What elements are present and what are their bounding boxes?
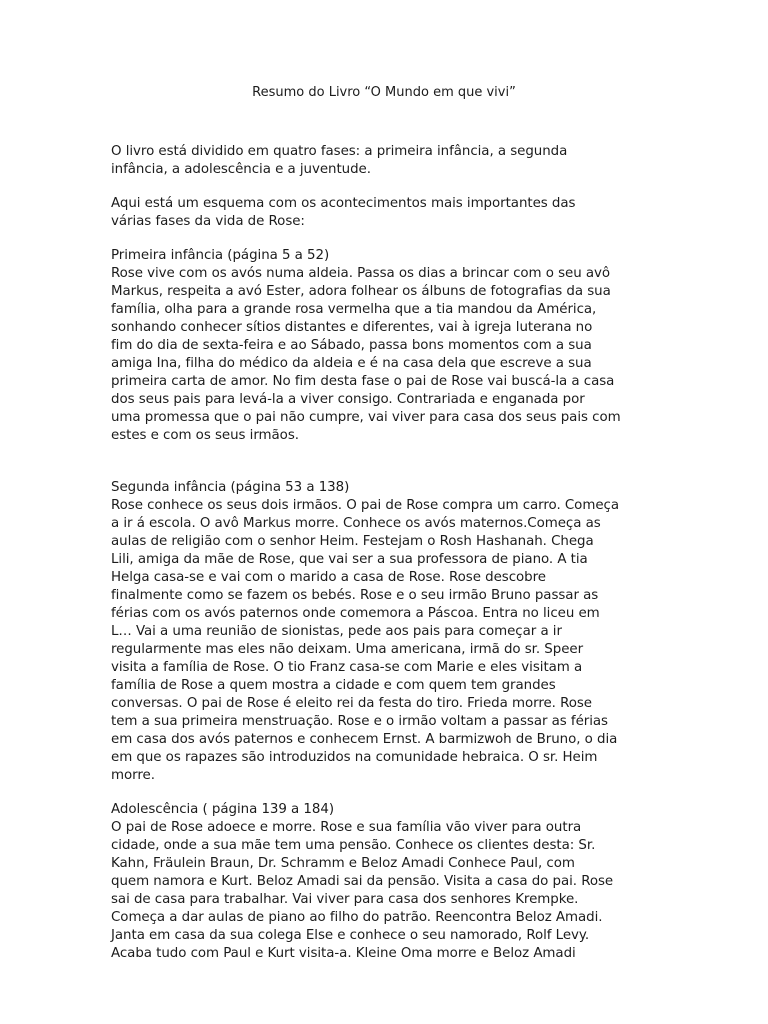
section-line: O pai de Rose adoece e morre. Rose e sua família vão viver para outra (111, 820, 582, 835)
section-line: família de Rose a quem mostra a cidade e com quem tem grandes (111, 678, 556, 693)
section-line: Janta em casa da sua colega Else e conhece o seu namorado, Rolf Levy. (111, 928, 590, 943)
section-line: cidade, onde a sua mãe tem uma pensão. Conhece os clientes desta: Sr. (111, 838, 596, 853)
section-line: tem a sua primeira menstruação. Rose e o irmão voltam a passar as férias (111, 714, 608, 729)
section-line: finalmente como se fazem os bebés. Rose e o seu irmão Bruno passar as (111, 588, 599, 603)
section-line: Rose vive com os avós numa aldeia. Passa os dias a brincar com o seu avô (111, 266, 611, 281)
section-primeira-infancia (111, 247, 671, 445)
section-line: Kahn, Fräulein Braun, Dr. Schramm e Beloz Amadi Conhece Paul, com (111, 856, 575, 871)
section-line: Rose conhece os seus dois irmãos. O pai de Rose compra um carro. Começa (111, 498, 619, 513)
section-line: amiga Ina, filha do médico da aldeia e é na casa dela que escreve a sua (111, 356, 592, 371)
section-line: Acaba tudo com Paul e Kurt visita-a. Kleine Oma morre e Beloz Amadi (111, 946, 576, 961)
section-line: sonhando conhecer sítios distantes e diferentes, vai à igreja luterana no (111, 320, 593, 335)
scheme-line: Aqui está um esquema com os acontecimentos mais importantes das (111, 196, 576, 211)
section-line: morre. (111, 768, 155, 783)
section-line: quem namora e Kurt. Beloz Amadi sai da pensão. Visita a casa do pai. Rose (111, 874, 614, 889)
section-line: férias com os avós paternos onde comemora a Páscoa. Entra no liceu em (111, 606, 600, 621)
section-adolescencia (111, 801, 671, 963)
section-line: dos seus pais para levá-la a viver consigo. Contrariada e enganada por (111, 392, 585, 407)
scheme-paragraph (111, 195, 671, 231)
section-line: Lili, amiga da mãe de Rose, que vai ser a sua professora de piano. A tia (111, 552, 588, 567)
document-page (111, 84, 671, 963)
intro-paragraph (111, 143, 671, 179)
intro-line: infância, a adolescência e a juventude. (111, 162, 371, 177)
section-segunda-infancia (111, 479, 671, 785)
section-line: visita a família de Rose. O tio Franz casa-se com Marie e eles visitam a (111, 660, 583, 675)
section-line: primeira carta de amor. No fim desta fase o pai de Rose vai buscá-la a casa (111, 374, 615, 389)
section-heading: Primeira infância (página 5 a 52) (111, 248, 330, 263)
section-line: Markus, respeita a avó Ester, adora folhear os álbuns de fotografias da sua (111, 284, 611, 299)
section-line: em que os rapazes são introduzidos na comunidade hebraica. O sr. Heim (111, 750, 598, 765)
section-line: uma promessa que o pai não cumpre, vai viver para casa dos seus pais com (111, 410, 621, 425)
section-heading: Adolescência ( página 139 a 184) (111, 802, 335, 817)
section-line: regularmente mas eles não deixam. Uma americana, irmã do sr. Speer (111, 642, 584, 657)
section-line: estes e com os seus irmãos. (111, 428, 299, 443)
section-heading: Segunda infância (página 53 a 138) (111, 480, 350, 495)
intro-line: O livro está dividido em quatro fases: a primeira infância, a segunda (111, 144, 568, 159)
section-line: Helga casa-se e vai com o marido a casa de Rose. Rose descobre (111, 570, 546, 585)
section-line: Começa a dar aulas de piano ao filho do patrão. Reencontra Beloz Amadi. (111, 910, 603, 925)
section-line: aulas de religião com o senhor Heim. Festejam o Rosh Hashanah. Chega (111, 534, 594, 549)
section-line: em casa dos avós paternos e conhecem Ernst. A barmizwoh de Bruno, o dia (111, 732, 618, 747)
section-line: a ir á escola. O avô Markus morre. Conhece os avós maternos.Começa as (111, 516, 601, 531)
section-line: fim do dia de sexta-feira e ao Sábado, passa bons momentos com a sua (111, 338, 592, 353)
section-line: conversas. O pai de Rose é eleito rei da festa do tiro. Frieda morre. Rose (111, 696, 592, 711)
document-title: Resumo do Livro “O Mundo em que vivi” (252, 85, 516, 100)
section-line: L… Vai a uma reunião de sionistas, pede aos pais para começar a ir (111, 624, 562, 639)
section-line: sai de casa para trabalhar. Vai viver para casa dos senhores Krempke. (111, 892, 579, 907)
section-line: família, olha para a grande rosa vermelha que a tia mandou da América, (111, 302, 597, 317)
scheme-line: várias fases da vida de Rose: (111, 214, 305, 229)
